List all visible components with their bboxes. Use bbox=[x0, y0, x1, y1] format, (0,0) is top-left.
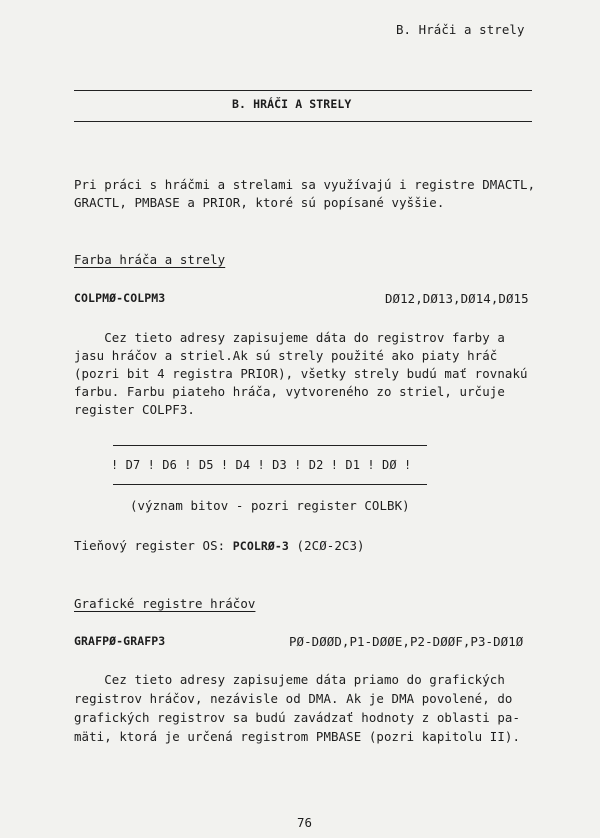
bit-table-caption: (význam bitov - pozri register COLBK) bbox=[130, 498, 410, 513]
section-heading-color: Farba hráča a strely bbox=[74, 252, 226, 267]
para2-line-4: mäti, ktorá je určená registrom PMBASE (pozri kapitolu II). bbox=[74, 729, 521, 744]
shadow-register-line bbox=[74, 538, 365, 553]
title-rule-bottom bbox=[74, 121, 532, 122]
intro-line-1: Pri práci s hráčmi a strelami sa využívajú i registre DMACTL, bbox=[74, 177, 536, 192]
para1-line-2: jasu hráčov a striel.Ak sú strely použité ako piaty hráč bbox=[74, 348, 498, 363]
intro-line-2: GRACTL, PMBASE a PRIOR, ktoré sú popísané vyššie. bbox=[74, 195, 445, 210]
bit-table-row: ! D7 ! D6 ! D5 ! D4 ! D3 ! D2 ! D1 ! DØ ! bbox=[111, 458, 412, 472]
section-heading-graphics: Grafické registre hráčov bbox=[74, 596, 256, 611]
register-address-grafp: PØ-DØØD,P1-DØØE,P2-DØØF,P3-DØ1Ø bbox=[289, 634, 524, 649]
register-name-grafp: GRAFPØ-GRAFP3 bbox=[74, 634, 166, 648]
para2-line-1: Cez tieto adresy zapisujeme dáta priamo do grafických bbox=[74, 672, 505, 687]
bit-table-rule-top bbox=[113, 445, 427, 446]
chapter-title: B. HRÁČI A STRELY bbox=[232, 97, 352, 111]
para2-line-3: grafických registrov sa budú zavádzať hodnoty z oblasti pa- bbox=[74, 710, 521, 725]
shadow-register-value: PCOLRØ-3 bbox=[232, 539, 289, 553]
para1-line-1: Cez tieto adresy zapisujeme dáta do registrov farby a bbox=[74, 330, 505, 345]
bit-table-rule-bottom bbox=[113, 484, 427, 485]
para1-line-4: farbu. Farbu piateho hráča, vytvoreného zo striel, určuje bbox=[74, 384, 505, 399]
para1-line-5: register COLPF3. bbox=[74, 402, 195, 417]
shadow-register-label: Tieňový register OS: bbox=[74, 538, 233, 553]
shadow-register-addr: (2CØ-2C3) bbox=[288, 538, 365, 553]
para1-line-3: (pozri bit 4 registra PRIOR), všetky strely budú mať rovnakú bbox=[74, 366, 528, 381]
register-address-colpm: DØ12,DØ13,DØ14,DØ15 bbox=[385, 291, 529, 306]
title-rule-top bbox=[74, 90, 532, 91]
register-name-colpm: COLPMØ-COLPM3 bbox=[74, 291, 166, 305]
page-number: 76 bbox=[297, 815, 313, 830]
para2-line-2: registrov hráčov, nezávisle od DMA. Ak je DMA povolené, do bbox=[74, 691, 513, 706]
running-header: B. Hráči a strely bbox=[396, 22, 525, 37]
